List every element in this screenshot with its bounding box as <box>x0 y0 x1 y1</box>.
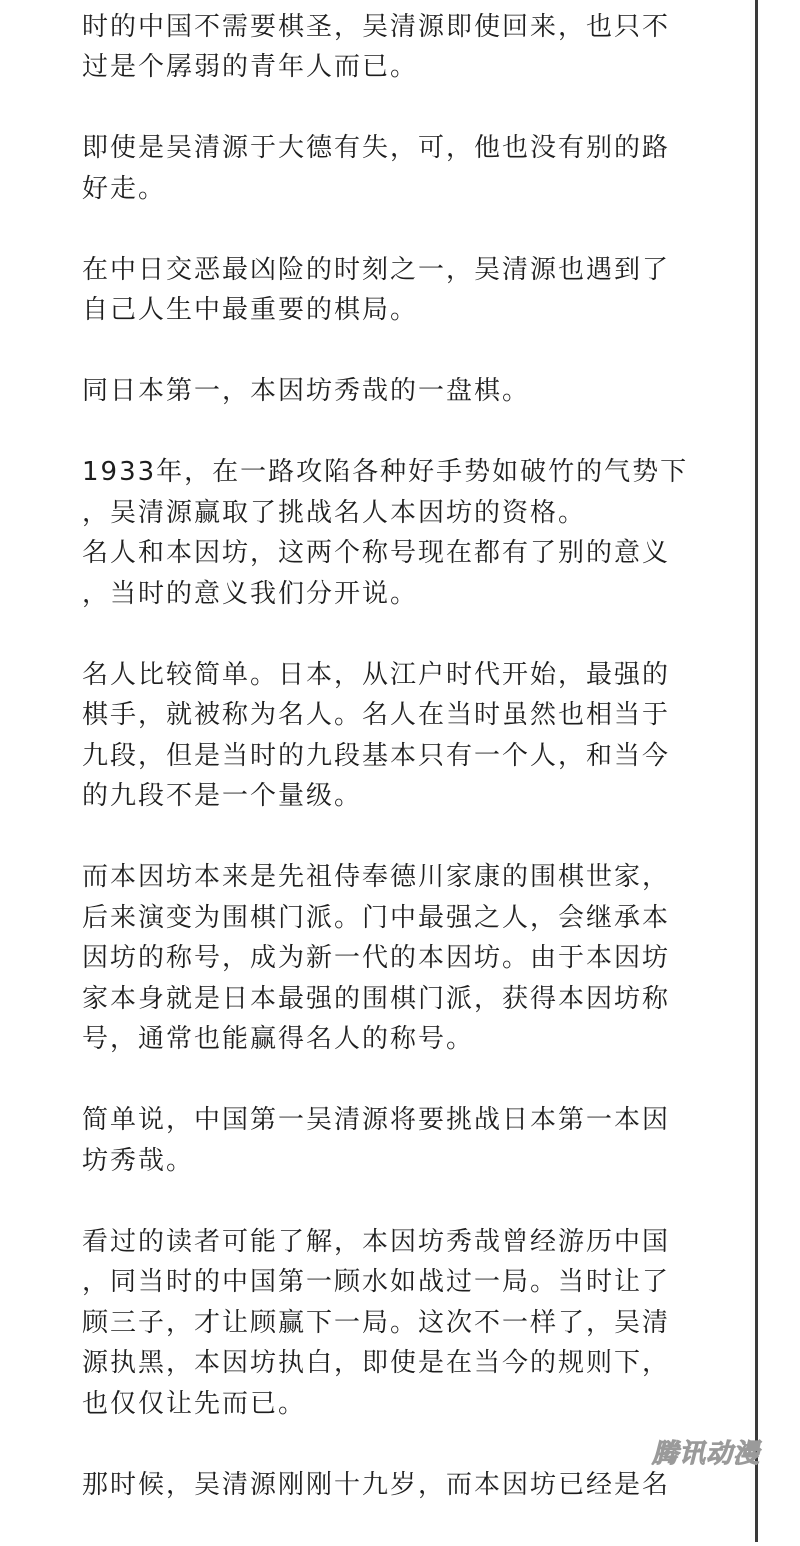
text-line: 而本因坊本来是先祖侍奉德川家康的围棋世家， <box>82 862 671 892</box>
text-line: 九段，但是当时的九段基本只有一个人，和当今 <box>82 740 671 771</box>
paragraph <box>82 250 722 331</box>
text-line: 自己人生中最重要的棋局。 <box>82 295 419 325</box>
text-line: 顾三子，才让顾赢下一局。这次不一样了，吴清 <box>82 1307 671 1338</box>
paragraph <box>82 857 722 1060</box>
text-line: 同日本第一，本因坊秀哉的一盘棋。 <box>82 376 531 406</box>
text-line: 时的中国不需要棋圣，吴清源即使回来，也只不 <box>82 11 671 42</box>
paragraph <box>82 371 722 412</box>
watermark-logo: 腾讯动漫 <box>652 1439 761 1469</box>
text-line: 好走。 <box>82 173 167 204</box>
paragraph <box>82 1100 722 1181</box>
paragraph <box>82 0 722 88</box>
text-line: 简单说，中国第一吴清源将要挑战日本第一本因 <box>82 1105 671 1135</box>
text-line: ，同当时的中国第一顾水如战过一局。当时让了 <box>82 1267 671 1297</box>
paragraph <box>82 655 722 817</box>
text-line: 源执黑，本因坊执白，即使是在当今的规则下， <box>82 1348 671 1378</box>
article-body <box>82 0 722 1546</box>
text-line: 看过的读者可能了解，本因坊秀哉曾经游历中国 <box>82 1226 671 1257</box>
text-line: 家本身就是日本最强的围棋门派，获得本因坊称 <box>82 983 671 1014</box>
text-line: 名人比较简单。日本，从江户时代开始，最强的 <box>82 659 671 690</box>
paragraph <box>82 1222 722 1425</box>
panel-border <box>755 0 758 1542</box>
text-line: 也仅仅让先而已。 <box>82 1388 307 1419</box>
text-line: ，当时的意义我们分开说。 <box>82 578 419 609</box>
text-line: 因坊的称号，成为新一代的本因坊。由于本因坊 <box>82 943 671 973</box>
text-line: 后来演变为围棋门派。门中最强之人，会继承本 <box>82 902 671 933</box>
text-line: ，吴清源赢取了挑战名人本因坊的资格。 <box>82 497 587 528</box>
text-line: 坊秀哉。 <box>82 1145 195 1176</box>
text-line <box>82 0 722 7</box>
paragraph <box>82 452 722 614</box>
text-line: 号，通常也能赢得名人的称号。 <box>82 1024 475 1054</box>
text-line: 名人和本因坊，这两个称号现在都有了别的意义 <box>82 538 671 568</box>
text-line: 1933年，在一路攻陷各种好手势如破竹的气势下 <box>82 457 689 487</box>
text-line: 在中日交恶最凶险的时刻之一，吴清源也遇到了 <box>82 254 671 285</box>
text-line: 的九段不是一个量级。 <box>82 781 363 811</box>
text-line: 过是个孱弱的青年人而已。 <box>82 52 419 82</box>
paragraph <box>82 128 722 209</box>
text-line: 那时候，吴清源刚刚十九岁，而本因坊已经是名 <box>82 1469 671 1500</box>
text-line: 棋手，就被称为名人。名人在当时虽然也相当于 <box>82 700 671 730</box>
text-line: 即使是吴清源于大德有失，可，他也没有别的路 <box>82 133 671 163</box>
paragraph <box>82 1465 722 1506</box>
